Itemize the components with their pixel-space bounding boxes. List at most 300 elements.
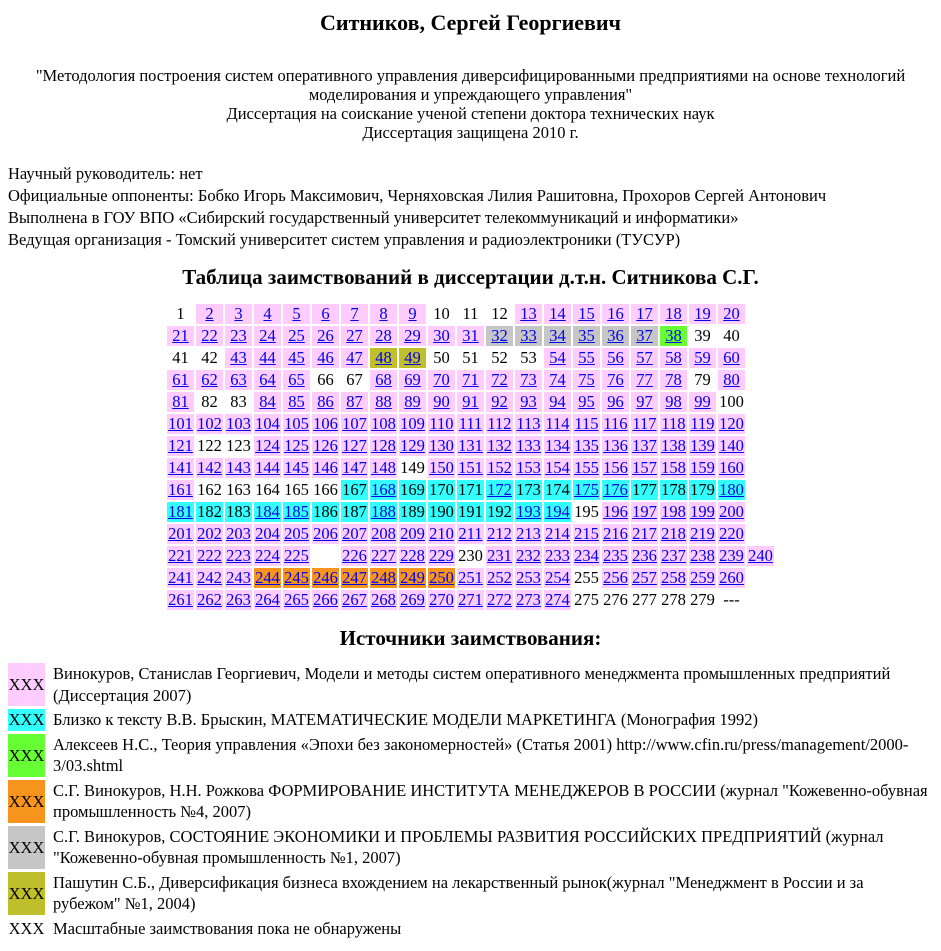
page-number-link[interactable]: 34: [549, 326, 566, 345]
page-number-link[interactable]: 80: [723, 370, 740, 389]
page-number-link[interactable]: 181: [168, 502, 193, 521]
page-number-link[interactable]: 8: [379, 304, 388, 323]
table-cell[interactable]: [602, 436, 629, 456]
page-number-link[interactable]: 142: [197, 458, 222, 477]
table-cell[interactable]: [515, 458, 542, 478]
table-cell[interactable]: [254, 546, 281, 566]
page-number-link[interactable]: 202: [197, 524, 222, 543]
table-cell[interactable]: [196, 458, 223, 478]
page-number-link[interactable]: 48: [375, 348, 392, 367]
page-number-link[interactable]: 63: [230, 370, 247, 389]
page-number-link[interactable]: 224: [255, 546, 280, 565]
table-cell[interactable]: [254, 370, 281, 390]
table-cell[interactable]: [225, 304, 252, 324]
page-number-link[interactable]: 251: [458, 568, 483, 587]
table-cell[interactable]: [225, 590, 252, 610]
table-cell[interactable]: [515, 304, 542, 324]
page-number-link[interactable]: 188: [371, 502, 396, 521]
page-number-link[interactable]: 266: [313, 590, 338, 609]
page-number-link[interactable]: 73: [520, 370, 537, 389]
page-number-link[interactable]: 22: [201, 326, 218, 345]
page-number-link[interactable]: 119: [690, 414, 715, 433]
page-number-link[interactable]: 140: [719, 436, 744, 455]
table-cell[interactable]: [573, 392, 600, 412]
table-cell[interactable]: [689, 524, 716, 544]
page-number-link[interactable]: 88: [375, 392, 392, 411]
page-number-link[interactable]: 130: [429, 436, 454, 455]
table-cell[interactable]: [399, 304, 426, 324]
page-number-link[interactable]: 159: [690, 458, 715, 477]
table-cell[interactable]: [254, 590, 281, 610]
table-cell[interactable]: [660, 414, 687, 434]
page-number-link[interactable]: 147: [342, 458, 367, 477]
page-number-link[interactable]: 257: [632, 568, 657, 587]
table-cell[interactable]: [457, 370, 484, 390]
page-number-link[interactable]: 94: [549, 392, 566, 411]
table-cell[interactable]: [428, 524, 455, 544]
page-number-link[interactable]: 246: [313, 568, 338, 587]
table-cell[interactable]: [515, 370, 542, 390]
table-cell[interactable]: [399, 436, 426, 456]
page-number-link[interactable]: 86: [317, 392, 334, 411]
page-number-link[interactable]: 92: [491, 392, 508, 411]
table-cell[interactable]: [660, 458, 687, 478]
table-cell[interactable]: [718, 502, 745, 522]
table-cell[interactable]: [718, 546, 745, 566]
table-cell[interactable]: [689, 458, 716, 478]
page-number-link[interactable]: 211: [458, 524, 483, 543]
table-cell[interactable]: [196, 370, 223, 390]
table-cell[interactable]: [283, 546, 310, 566]
page-number-link[interactable]: 199: [690, 502, 715, 521]
page-number-link[interactable]: 45: [288, 348, 305, 367]
table-cell[interactable]: [399, 370, 426, 390]
page-number-link[interactable]: 133: [516, 436, 541, 455]
table-cell[interactable]: [428, 326, 455, 346]
page-number-link[interactable]: 245: [284, 568, 309, 587]
page-number-link[interactable]: 273: [516, 590, 541, 609]
table-cell[interactable]: [254, 568, 281, 588]
table-cell[interactable]: [283, 370, 310, 390]
table-cell[interactable]: [196, 524, 223, 544]
table-cell[interactable]: [631, 348, 658, 368]
page-number-link[interactable]: 226: [342, 546, 367, 565]
table-cell[interactable]: [515, 524, 542, 544]
table-cell[interactable]: [573, 326, 600, 346]
page-number-link[interactable]: 35: [578, 326, 595, 345]
page-number-link[interactable]: 237: [661, 546, 686, 565]
page-number-link[interactable]: 135: [574, 436, 599, 455]
table-cell[interactable]: [631, 546, 658, 566]
page-number-link[interactable]: 47: [346, 348, 363, 367]
page-number-link[interactable]: 263: [226, 590, 251, 609]
table-cell[interactable]: [631, 436, 658, 456]
page-number-link[interactable]: 64: [259, 370, 276, 389]
table-cell[interactable]: [660, 568, 687, 588]
page-number-link[interactable]: 30: [433, 326, 450, 345]
page-number-link[interactable]: 236: [632, 546, 657, 565]
table-cell[interactable]: [167, 392, 194, 412]
page-number-link[interactable]: 5: [292, 304, 301, 323]
table-cell[interactable]: [631, 370, 658, 390]
page-number-link[interactable]: 248: [371, 568, 396, 587]
page-number-link[interactable]: 156: [603, 458, 628, 477]
table-cell[interactable]: [370, 414, 397, 434]
page-number-link[interactable]: 102: [197, 414, 222, 433]
table-cell[interactable]: [283, 392, 310, 412]
table-cell[interactable]: [225, 414, 252, 434]
table-cell[interactable]: [602, 568, 629, 588]
table-cell[interactable]: [167, 326, 194, 346]
page-number-link[interactable]: 74: [549, 370, 566, 389]
page-number-link[interactable]: 90: [433, 392, 450, 411]
page-number-link[interactable]: 146: [313, 458, 338, 477]
table-cell[interactable]: [428, 414, 455, 434]
page-number-link[interactable]: 18: [665, 304, 682, 323]
table-cell[interactable]: [225, 348, 252, 368]
page-number-link[interactable]: 239: [719, 546, 744, 565]
page-number-link[interactable]: 172: [487, 480, 512, 499]
table-cell[interactable]: [486, 392, 513, 412]
table-cell[interactable]: [254, 392, 281, 412]
table-cell[interactable]: [428, 546, 455, 566]
page-number-link[interactable]: 81: [172, 392, 189, 411]
page-number-link[interactable]: 200: [719, 502, 744, 521]
page-number-link[interactable]: 244: [255, 568, 280, 587]
table-cell[interactable]: [689, 502, 716, 522]
page-number-link[interactable]: 218: [661, 524, 686, 543]
page-number-link[interactable]: 107: [342, 414, 367, 433]
table-cell[interactable]: [602, 326, 629, 346]
table-cell[interactable]: [370, 348, 397, 368]
page-number-link[interactable]: 99: [694, 392, 711, 411]
page-number-link[interactable]: 213: [516, 524, 541, 543]
table-cell[interactable]: [660, 392, 687, 412]
table-cell[interactable]: [718, 480, 745, 500]
table-cell[interactable]: [544, 326, 571, 346]
page-number-link[interactable]: 32: [491, 326, 508, 345]
page-number-link[interactable]: 206: [313, 524, 338, 543]
page-number-link[interactable]: 205: [284, 524, 309, 543]
table-cell[interactable]: [254, 524, 281, 544]
table-cell[interactable]: [283, 524, 310, 544]
table-cell[interactable]: [254, 348, 281, 368]
page-number-link[interactable]: 232: [516, 546, 541, 565]
page-number-link[interactable]: 152: [487, 458, 512, 477]
page-number-link[interactable]: 75: [578, 370, 595, 389]
table-cell[interactable]: [428, 590, 455, 610]
table-cell[interactable]: [457, 590, 484, 610]
table-cell[interactable]: [718, 370, 745, 390]
table-cell[interactable]: [225, 370, 252, 390]
page-number-link[interactable]: 220: [719, 524, 744, 543]
table-cell[interactable]: [544, 392, 571, 412]
page-number-link[interactable]: 176: [603, 480, 628, 499]
page-number-link[interactable]: 145: [284, 458, 309, 477]
table-cell[interactable]: [428, 392, 455, 412]
table-cell[interactable]: [225, 524, 252, 544]
table-cell[interactable]: [312, 590, 339, 610]
page-number-link[interactable]: 13: [520, 304, 537, 323]
table-cell[interactable]: [254, 502, 281, 522]
table-cell[interactable]: [718, 524, 745, 544]
table-cell[interactable]: [312, 436, 339, 456]
table-cell[interactable]: [283, 458, 310, 478]
table-cell[interactable]: [370, 436, 397, 456]
table-cell[interactable]: [254, 458, 281, 478]
page-number-link[interactable]: 57: [636, 348, 653, 367]
page-number-link[interactable]: 154: [545, 458, 570, 477]
table-cell[interactable]: [602, 524, 629, 544]
page-number-link[interactable]: 160: [719, 458, 744, 477]
table-cell[interactable]: [457, 524, 484, 544]
table-cell[interactable]: [515, 502, 542, 522]
table-cell[interactable]: [399, 348, 426, 368]
page-number-link[interactable]: 198: [661, 502, 686, 521]
table-cell[interactable]: [747, 546, 774, 566]
page-number-link[interactable]: 252: [487, 568, 512, 587]
page-number-link[interactable]: 143: [226, 458, 251, 477]
page-number-link[interactable]: 208: [371, 524, 396, 543]
page-number-link[interactable]: 26: [317, 326, 334, 345]
page-number-link[interactable]: 138: [661, 436, 686, 455]
table-cell[interactable]: [399, 326, 426, 346]
page-number-link[interactable]: 136: [603, 436, 628, 455]
page-number-link[interactable]: 229: [429, 546, 454, 565]
table-cell[interactable]: [631, 524, 658, 544]
table-cell[interactable]: [370, 458, 397, 478]
page-number-link[interactable]: 33: [520, 326, 537, 345]
table-cell[interactable]: [370, 502, 397, 522]
page-number-link[interactable]: 234: [574, 546, 599, 565]
page-number-link[interactable]: 214: [545, 524, 570, 543]
table-cell[interactable]: [399, 546, 426, 566]
table-cell[interactable]: [167, 524, 194, 544]
page-number-link[interactable]: 113: [516, 414, 541, 433]
table-cell[interactable]: [660, 370, 687, 390]
table-cell[interactable]: [486, 524, 513, 544]
table-cell[interactable]: [254, 436, 281, 456]
page-number-link[interactable]: 274: [545, 590, 570, 609]
page-number-link[interactable]: 268: [371, 590, 396, 609]
table-cell[interactable]: [167, 480, 194, 500]
table-cell[interactable]: [283, 568, 310, 588]
table-cell[interactable]: [515, 326, 542, 346]
page-number-link[interactable]: 161: [168, 480, 193, 499]
page-number-link[interactable]: 24: [259, 326, 276, 345]
table-cell[interactable]: [573, 458, 600, 478]
table-cell[interactable]: [457, 392, 484, 412]
table-cell[interactable]: [660, 436, 687, 456]
table-cell[interactable]: [312, 326, 339, 346]
table-cell[interactable]: [312, 348, 339, 368]
page-number-link[interactable]: 225: [284, 546, 309, 565]
table-cell[interactable]: [486, 436, 513, 456]
table-cell[interactable]: [399, 568, 426, 588]
page-number-link[interactable]: 240: [748, 546, 773, 565]
page-number-link[interactable]: 111: [458, 414, 483, 433]
page-number-link[interactable]: 36: [607, 326, 624, 345]
page-number-link[interactable]: 175: [574, 480, 599, 499]
table-cell[interactable]: [573, 370, 600, 390]
page-number-link[interactable]: 109: [400, 414, 425, 433]
table-cell[interactable]: [370, 392, 397, 412]
page-number-link[interactable]: 97: [636, 392, 653, 411]
page-number-link[interactable]: 168: [371, 480, 396, 499]
table-cell[interactable]: [167, 590, 194, 610]
table-cell[interactable]: [602, 480, 629, 500]
table-cell[interactable]: [428, 458, 455, 478]
table-cell[interactable]: [341, 326, 368, 346]
table-cell[interactable]: [544, 304, 571, 324]
table-cell[interactable]: [515, 392, 542, 412]
page-number-link[interactable]: 17: [636, 304, 653, 323]
page-number-link[interactable]: 96: [607, 392, 624, 411]
page-number-link[interactable]: 194: [545, 502, 570, 521]
table-cell[interactable]: [341, 414, 368, 434]
table-cell[interactable]: [515, 568, 542, 588]
table-cell[interactable]: [370, 370, 397, 390]
table-cell[interactable]: [167, 568, 194, 588]
page-number-link[interactable]: 150: [429, 458, 454, 477]
table-cell[interactable]: [167, 436, 194, 456]
page-number-link[interactable]: 139: [690, 436, 715, 455]
page-number-link[interactable]: 217: [632, 524, 657, 543]
table-cell[interactable]: [544, 590, 571, 610]
table-cell[interactable]: [486, 546, 513, 566]
table-cell[interactable]: [312, 458, 339, 478]
page-number-link[interactable]: 29: [404, 326, 421, 345]
page-number-link[interactable]: 114: [545, 414, 570, 433]
page-number-link[interactable]: 76: [607, 370, 624, 389]
table-cell[interactable]: [196, 568, 223, 588]
page-number-link[interactable]: 250: [429, 568, 454, 587]
page-number-link[interactable]: 271: [458, 590, 483, 609]
table-cell[interactable]: [689, 546, 716, 566]
table-cell[interactable]: [544, 414, 571, 434]
page-number-link[interactable]: 261: [168, 590, 193, 609]
table-cell[interactable]: [718, 348, 745, 368]
page-number-link[interactable]: 112: [487, 414, 512, 433]
page-number-link[interactable]: 54: [549, 348, 566, 367]
table-cell[interactable]: [370, 326, 397, 346]
page-number-link[interactable]: 223: [226, 546, 251, 565]
page-number-link[interactable]: 68: [375, 370, 392, 389]
page-number-link[interactable]: 265: [284, 590, 309, 609]
page-number-link[interactable]: 222: [197, 546, 222, 565]
page-number-link[interactable]: 254: [545, 568, 570, 587]
page-number-link[interactable]: 204: [255, 524, 280, 543]
table-cell[interactable]: [602, 348, 629, 368]
page-number-link[interactable]: 95: [578, 392, 595, 411]
table-cell[interactable]: [718, 414, 745, 434]
page-number-link[interactable]: 104: [255, 414, 280, 433]
table-cell[interactable]: [225, 568, 252, 588]
page-number-link[interactable]: 89: [404, 392, 421, 411]
page-number-link[interactable]: 272: [487, 590, 512, 609]
page-number-link[interactable]: 137: [632, 436, 657, 455]
table-cell[interactable]: [544, 502, 571, 522]
table-cell[interactable]: [312, 304, 339, 324]
page-number-link[interactable]: 56: [607, 348, 624, 367]
page-number-link[interactable]: 247: [342, 568, 367, 587]
table-cell[interactable]: [573, 524, 600, 544]
page-number-link[interactable]: 127: [342, 436, 367, 455]
table-cell[interactable]: [399, 414, 426, 434]
page-number-link[interactable]: 110: [429, 414, 454, 433]
table-cell[interactable]: [515, 436, 542, 456]
page-number-link[interactable]: 78: [665, 370, 682, 389]
page-number-link[interactable]: 38: [665, 326, 682, 345]
table-cell[interactable]: [486, 568, 513, 588]
page-number-link[interactable]: 19: [694, 304, 711, 323]
page-number-link[interactable]: 27: [346, 326, 363, 345]
table-cell[interactable]: [689, 414, 716, 434]
table-cell[interactable]: [312, 568, 339, 588]
table-cell[interactable]: [486, 590, 513, 610]
table-cell[interactable]: [167, 414, 194, 434]
page-number-link[interactable]: 9: [408, 304, 417, 323]
page-number-link[interactable]: 3: [234, 304, 243, 323]
table-cell[interactable]: [515, 546, 542, 566]
page-number-link[interactable]: 61: [172, 370, 189, 389]
page-number-link[interactable]: 231: [487, 546, 512, 565]
page-number-link[interactable]: 212: [487, 524, 512, 543]
page-number-link[interactable]: 260: [719, 568, 744, 587]
table-cell[interactable]: [602, 392, 629, 412]
page-number-link[interactable]: 43: [230, 348, 247, 367]
page-number-link[interactable]: 106: [313, 414, 338, 433]
table-cell[interactable]: [631, 568, 658, 588]
page-number-link[interactable]: 207: [342, 524, 367, 543]
page-number-link[interactable]: 15: [578, 304, 595, 323]
page-number-link[interactable]: 256: [603, 568, 628, 587]
page-number-link[interactable]: 184: [255, 502, 280, 521]
table-cell[interactable]: [254, 326, 281, 346]
page-number-link[interactable]: 85: [288, 392, 305, 411]
table-cell[interactable]: [225, 458, 252, 478]
table-cell[interactable]: [167, 546, 194, 566]
page-number-link[interactable]: 93: [520, 392, 537, 411]
table-cell[interactable]: [573, 480, 600, 500]
page-number-link[interactable]: 203: [226, 524, 251, 543]
table-cell[interactable]: [283, 414, 310, 434]
table-cell[interactable]: [341, 348, 368, 368]
page-number-link[interactable]: 249: [400, 568, 425, 587]
page-number-link[interactable]: 69: [404, 370, 421, 389]
page-number-link[interactable]: 210: [429, 524, 454, 543]
table-cell[interactable]: [660, 348, 687, 368]
table-cell[interactable]: [428, 568, 455, 588]
table-cell[interactable]: [370, 480, 397, 500]
table-cell[interactable]: [689, 436, 716, 456]
table-cell[interactable]: [689, 568, 716, 588]
table-cell[interactable]: [370, 590, 397, 610]
table-cell[interactable]: [225, 546, 252, 566]
page-number-link[interactable]: 267: [342, 590, 367, 609]
table-cell[interactable]: [718, 458, 745, 478]
page-number-link[interactable]: 215: [574, 524, 599, 543]
table-cell[interactable]: [341, 458, 368, 478]
table-cell[interactable]: [660, 304, 687, 324]
table-cell[interactable]: [341, 436, 368, 456]
table-cell[interactable]: [573, 348, 600, 368]
table-cell[interactable]: [399, 590, 426, 610]
table-cell[interactable]: [283, 304, 310, 324]
page-number-link[interactable]: 153: [516, 458, 541, 477]
page-number-link[interactable]: 262: [197, 590, 222, 609]
page-number-link[interactable]: 158: [661, 458, 686, 477]
